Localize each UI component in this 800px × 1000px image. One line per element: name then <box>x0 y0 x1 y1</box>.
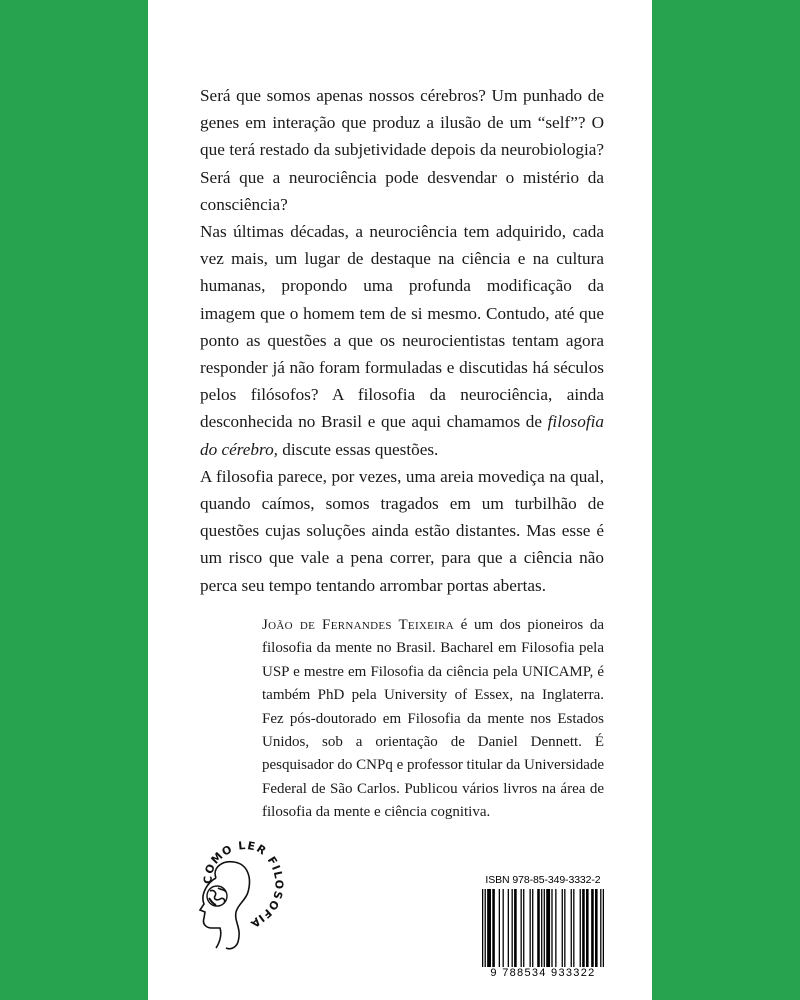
author-bio <box>262 614 604 825</box>
author-bio-text: é um dos pioneiros da filosofia da mente no Brasil. Bacharel em Filosofia pela USP e mestre em Filosofia da ciência pela UNICAMP, é também PhD pela University of Essex, na Inglaterra. Fez pós-doutorado em Filosofia da mente nos Estados Unidos, sob a orientação de Daniel Dennett. É pesquisador do CNPq e professor titular da Universidade Federal de São Carlos. Publicou vários livros na área de filosofia da mente e ciência cognitiva. <box>262 617 605 821</box>
barcode-bar <box>595 889 598 967</box>
barcode-bar <box>541 889 542 967</box>
globe-head-icon <box>186 838 286 958</box>
left-green-stripe <box>0 0 148 1000</box>
barcode-bar <box>591 889 594 967</box>
barcode-bar <box>492 889 495 967</box>
blurb-paragraph-2-end: discute essas questões. <box>277 439 439 459</box>
barcode-graphic <box>482 889 604 967</box>
barcode-bar <box>487 889 491 967</box>
series-logo-text: COMO LER FILOSOFIA <box>201 838 286 931</box>
barcode-bar <box>600 889 601 967</box>
series-logo <box>186 838 286 958</box>
barcode-bar <box>562 889 563 967</box>
barcode-bar <box>580 889 581 967</box>
author-name: João de Fernandes Teixeira <box>262 617 455 633</box>
barcode-bar <box>485 889 486 967</box>
blurb-italic-term: filosofia do cérebro, <box>200 412 604 459</box>
barcode-bar <box>551 889 552 967</box>
barcode-bar <box>523 889 524 967</box>
isbn-barcode-block <box>482 874 604 979</box>
barcode-bar <box>499 889 500 967</box>
barcode-bar <box>514 889 517 967</box>
barcode-bar <box>532 889 533 967</box>
barcode-bar <box>544 889 545 967</box>
barcode-bar <box>508 889 509 967</box>
blurb-paragraph-2-start: Nas últimas décadas, a neurociência tem adquirido, cada vez mais, um lugar de destaque na ciência e na cultura humanas, propondo uma profunda modificação da imagem que o homem tem de si mesmo. Contudo, até que ponto as questões a que os neurocientistas tentam agora responder já não foram formuladas e discutidas há séculos pelos filósofos? A filosofia da neurociência, ainda desconhecida no Brasil e que aqui chamamos de <box>200 222 604 432</box>
barcode-digits: 9 788534 933322 <box>490 967 596 979</box>
barcode-bar <box>573 889 574 967</box>
back-cover-blurb <box>200 82 604 599</box>
barcode-bar <box>586 889 589 967</box>
barcode-bar <box>603 889 604 967</box>
blurb-paragraph-2 <box>200 218 604 463</box>
svg-text:COMO LER FILOSOFIA <box>202 839 286 931</box>
barcode-bar <box>555 889 556 967</box>
right-green-stripe <box>652 0 800 1000</box>
barcode-bar <box>503 889 504 967</box>
barcode-bar <box>512 889 513 967</box>
barcode-bar <box>582 889 585 967</box>
barcode-bar <box>571 889 572 967</box>
blurb-paragraph-1: Será que somos apenas nossos cérebros? Um punhado de genes em interação que produz a ilusão de um “self”? O que terá restado da subjetividade depois da neurobiologia? Será que a neurociência pode desvendar o mistério da consciência? <box>200 86 604 214</box>
isbn-label: ISBN 978-85-349-3332-2 <box>485 874 601 886</box>
barcode-bar <box>482 889 483 967</box>
blurb-paragraph-3: A filosofia parece, por vezes, uma areia movediça na qual, quando caímos, somos tragados em um turbilhão de questões cujas soluções ainda estão distantes. Mas esse é um risco que vale a pena correr, para que a ciência não perca seu tempo tentando arrombar portas abertas. <box>200 466 604 595</box>
barcode-bar <box>546 889 550 967</box>
barcode-bar <box>530 889 531 967</box>
barcode-bar <box>564 889 565 967</box>
barcode-bar <box>537 889 540 967</box>
barcode-bar <box>521 889 522 967</box>
author-bio-paragraph <box>262 614 604 825</box>
